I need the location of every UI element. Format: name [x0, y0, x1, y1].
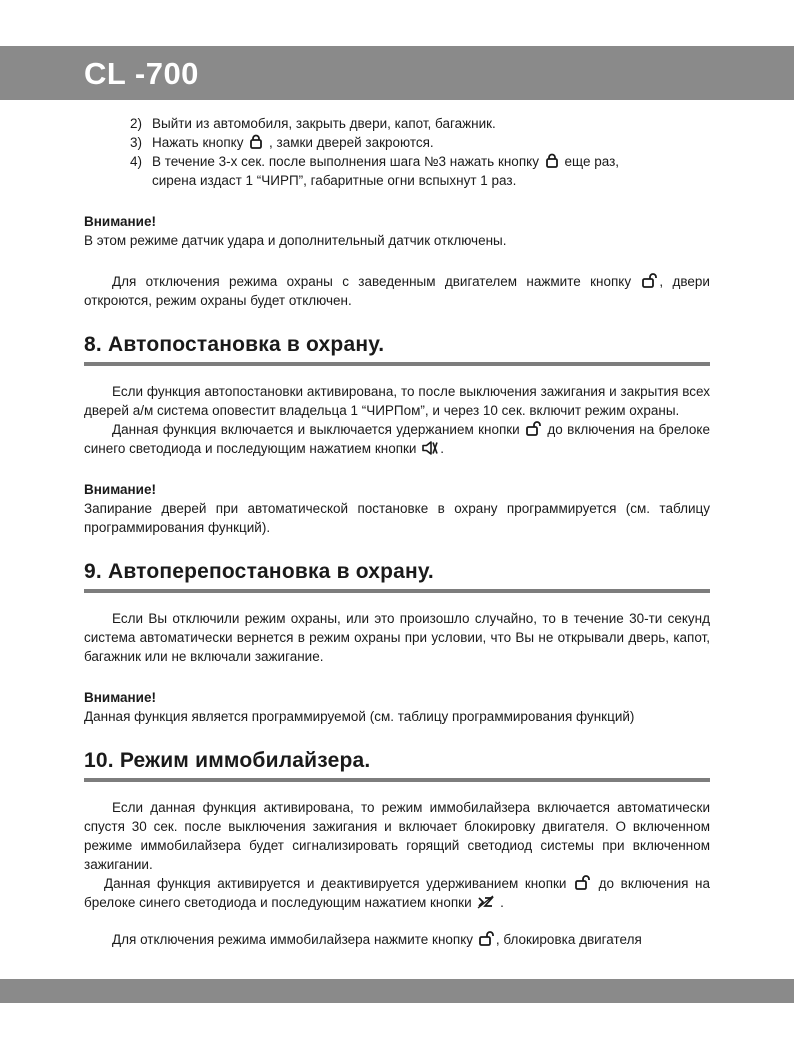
attention-text: Данная функция является программируемой (см. таблицу программирования функций)	[84, 709, 635, 724]
divider	[84, 362, 710, 366]
section-8-heading	[84, 332, 710, 366]
attention-text: В этом режиме датчик удара и дополнительный датчик отключены.	[84, 233, 507, 248]
attention-label: Внимание!	[84, 214, 156, 229]
list-item	[84, 152, 710, 190]
lock-open-icon	[575, 875, 590, 890]
page-title: CL -700	[84, 56, 199, 91]
lock-closed-icon	[249, 134, 263, 149]
step-number: 2)	[130, 116, 143, 131]
step-text: Нажать кнопку	[152, 135, 244, 150]
section-9-paragraph: Если Вы отключили режим охраны, или это произошло случайно, то в течение 30-ти секунд система автоматически вернется в режим охраны при условии, что Вы не открывали дверь, капот, багажник или не включали зажигание.	[84, 611, 710, 664]
lock-open-icon	[642, 273, 657, 288]
section-8-paragraph: Если функция автопостановки активирована, то после выключения зажигания и закрытия всех дверей а/м система оповестит владельца 1 “ЧИРПом”, и через 10 сек. включит режим охраны.	[84, 384, 710, 418]
paragraph-text: Для отключения режима иммобилайзера нажмите кнопку	[112, 932, 474, 947]
section-10-heading	[84, 748, 710, 782]
step-text: Выйти из автомобиля, закрыть двери, капот, багажник.	[152, 116, 496, 131]
section-10-paragraph	[84, 874, 710, 912]
step-text: еще раз,	[564, 154, 620, 169]
paragraph-text: .	[500, 895, 504, 910]
paragraph-text: , двери откроются, режим охраны будет отключен.	[84, 274, 710, 308]
section-title: 8. Автопостановка в охрану.	[84, 333, 385, 356]
section-title: 9. Автоперепостановка в охрану.	[84, 560, 434, 583]
paragraph-text: до включения на брелоке синего светодиода и последующим нажатием кнопки	[84, 876, 710, 910]
section-9-heading	[84, 559, 710, 593]
document-body	[84, 114, 710, 949]
footer-band	[0, 979, 794, 1003]
step-text: , замки дверей закроются.	[269, 135, 434, 150]
lock-open-icon	[479, 931, 494, 946]
divider	[84, 778, 710, 782]
paragraph-disable-guard	[84, 272, 710, 310]
attention-label: Внимание!	[84, 690, 156, 705]
steps-list	[84, 114, 710, 190]
step-number: 3)	[130, 135, 143, 150]
lock-open-icon	[526, 421, 541, 436]
paragraph-text: , блокировка двигателя	[495, 932, 642, 947]
paragraph-text: Для отключения режима охраны с заведенным двигателем нажмите кнопку	[112, 274, 632, 289]
divider	[84, 589, 710, 593]
attention-label: Внимание!	[84, 482, 156, 497]
list-item	[84, 114, 710, 133]
paragraph-text: .	[440, 441, 444, 456]
step-number: 4)	[130, 154, 143, 169]
paragraph-text: Данная функция активируется и деактивируется удерживанием кнопки	[104, 876, 567, 891]
section-10-paragraph	[84, 930, 710, 949]
step-text: сирена издаст 1 “ЧИРП”, габаритные огни вспыхнут 1 раз.	[152, 173, 517, 188]
paragraph-text: до включения на брелоке синего светодиода и последующим нажатием кнопки	[84, 422, 710, 456]
lock-closed-icon	[545, 153, 559, 168]
speaker-mute-icon	[422, 441, 438, 455]
attention-text: Запирание дверей при автоматической постановке в охрану программируется (см. таблицу программирования функций).	[84, 501, 710, 535]
section-8-paragraph	[84, 420, 710, 458]
list-item	[84, 133, 710, 152]
immobilizer-icon	[477, 895, 494, 909]
section-title: 10. Режим иммобилайзера.	[84, 749, 371, 772]
paragraph-text: Данная функция включается и выключается удержанием кнопки	[112, 422, 520, 437]
step-text: В течение 3-х сек. после выполнения шага №3 нажать кнопку	[152, 154, 539, 169]
section-10-paragraph: Если данная функция активирована, то режим иммобилайзера включается автоматически спустя 30 сек. после выключения зажигания и включает блокировку двигателя. О включенном режиме иммобилайзера будет сигнализировать горящий светодиод системы при включенном зажигании.	[84, 800, 710, 872]
